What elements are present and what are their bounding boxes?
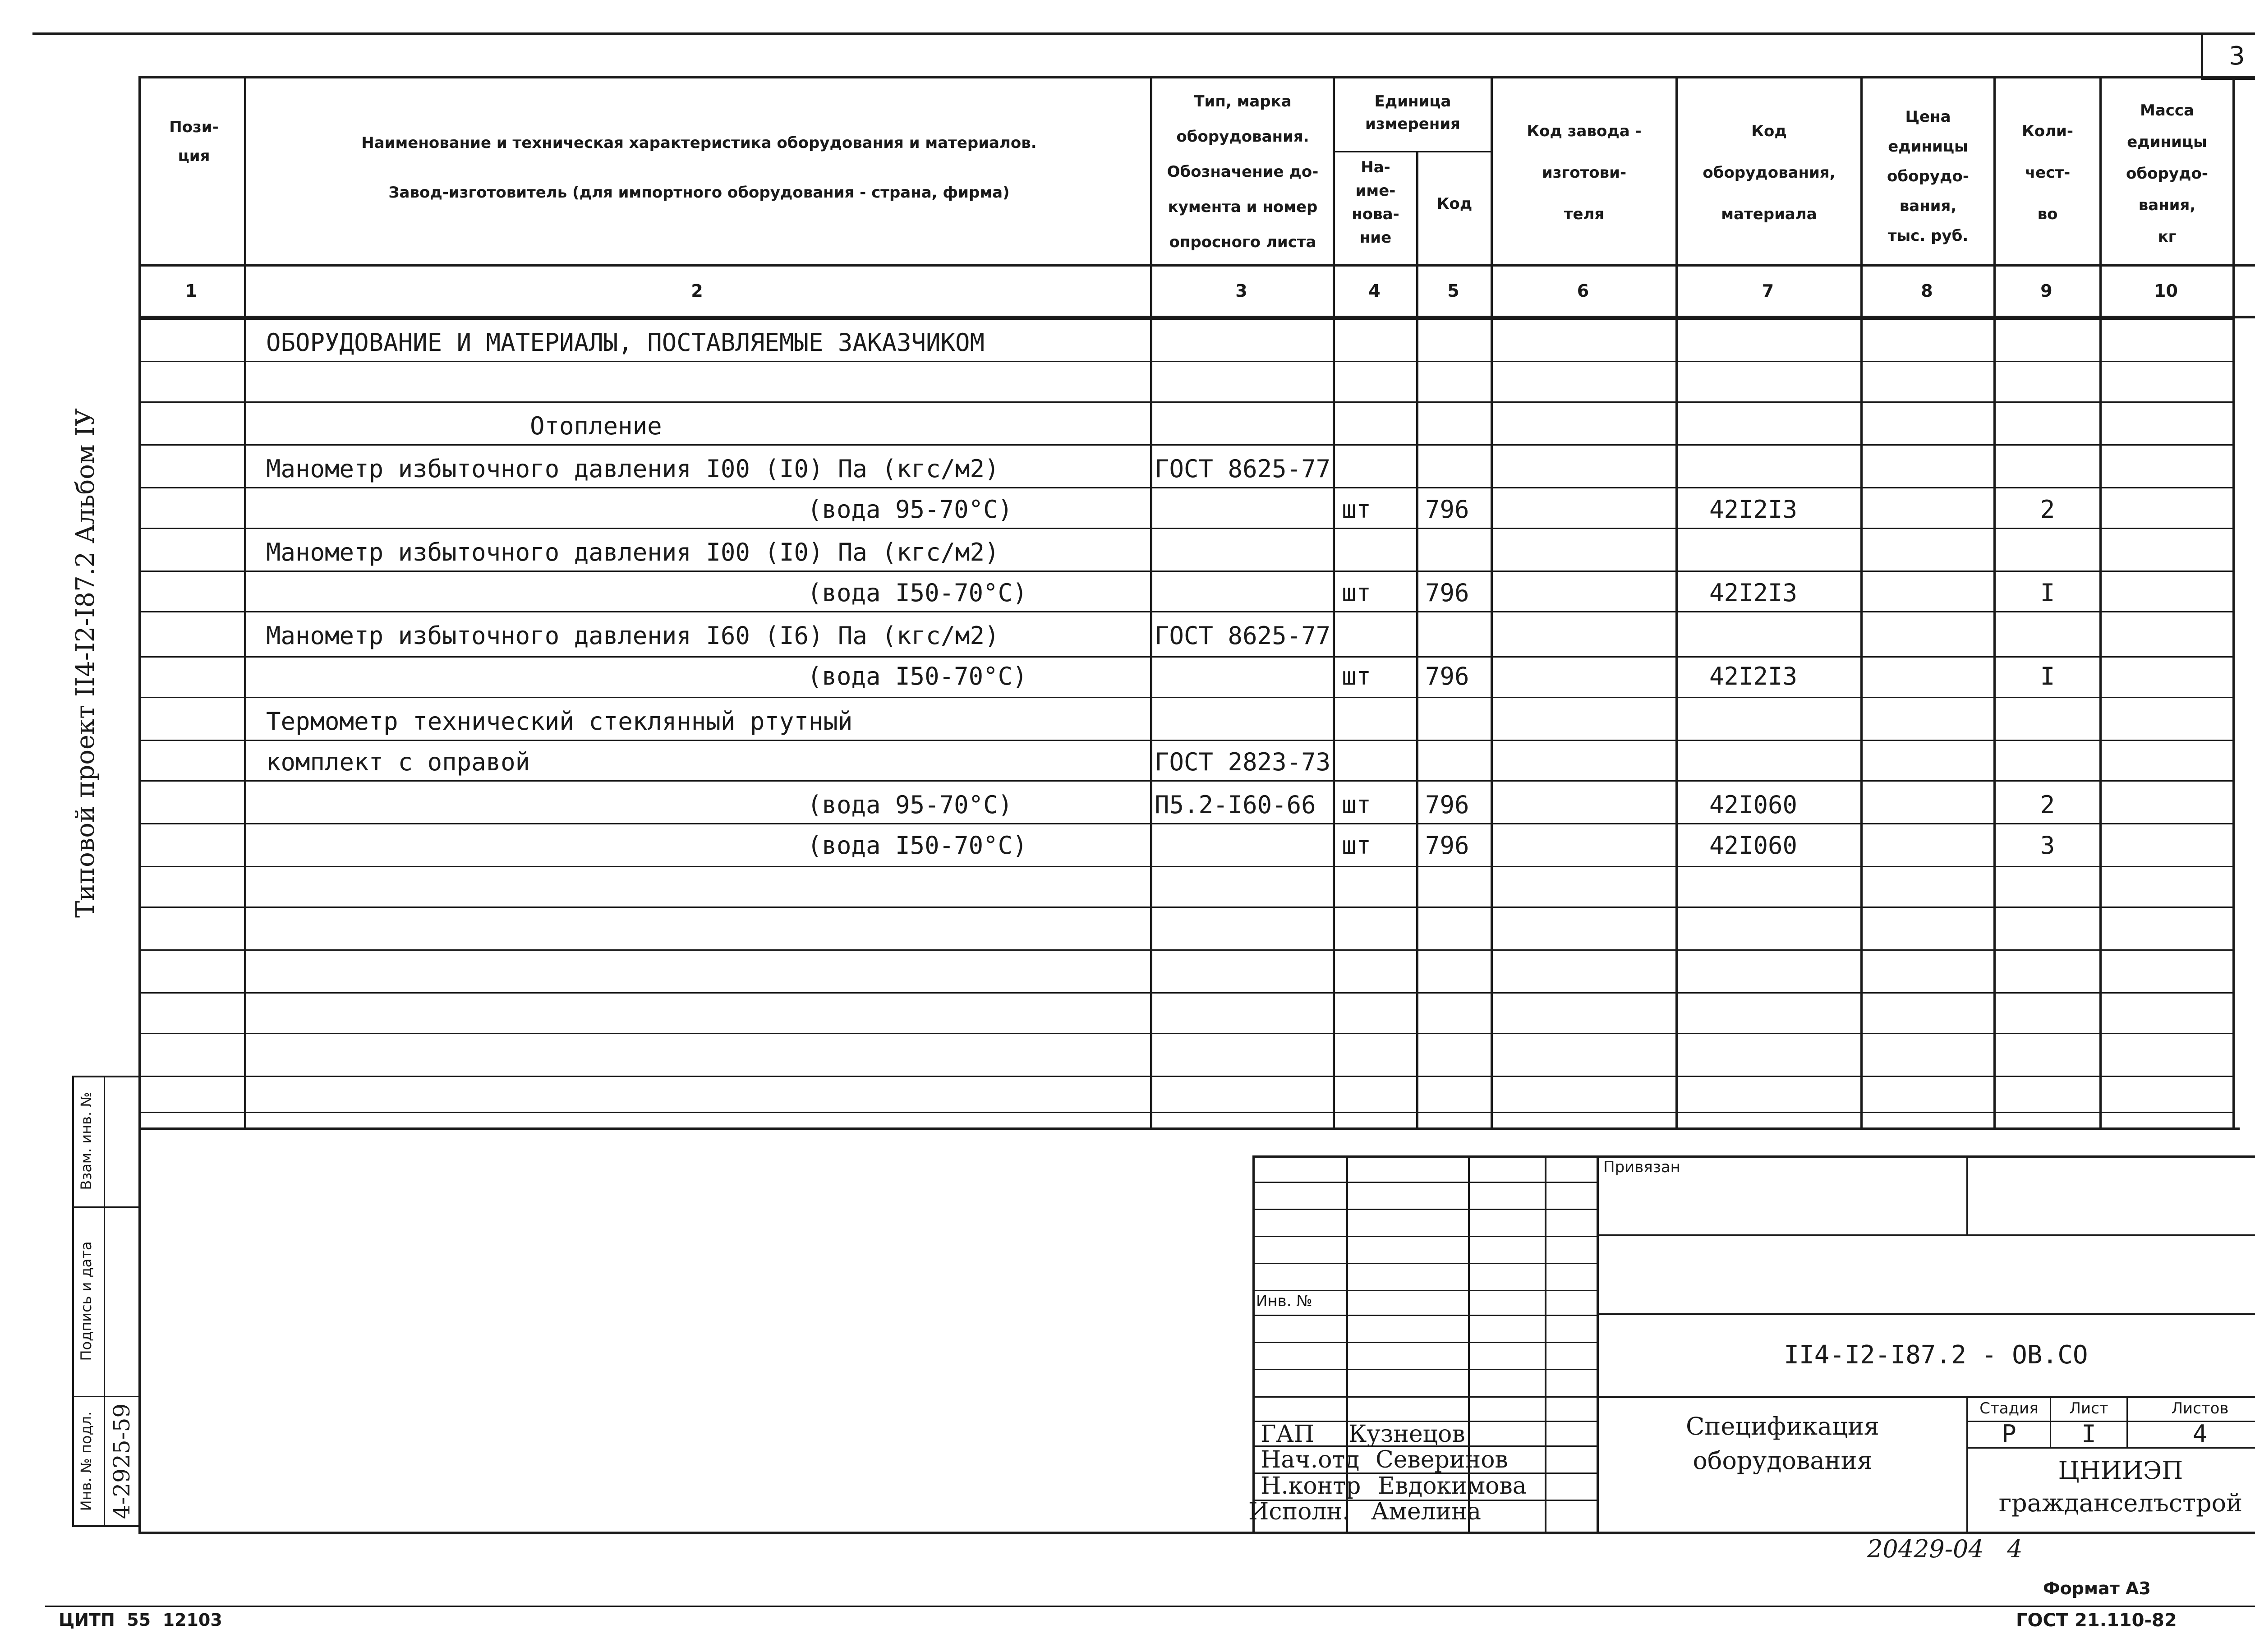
- item-unit: шт: [1342, 495, 1371, 524]
- sheets-label: Листов: [2171, 1399, 2229, 1417]
- item-name: (вода 95-70°С): [807, 495, 1013, 524]
- format-label: Формат А3: [2043, 1578, 2151, 1598]
- signature-role: ГАП: [1261, 1421, 1315, 1448]
- header-name-line1: Наименование и техническая характеристика оборудования и материалов.: [361, 134, 1037, 152]
- frame-top: [32, 32, 2255, 35]
- item-quantity: 3: [2040, 831, 2055, 860]
- item-material-code: 42I2I3: [1709, 579, 1798, 607]
- item-name: (вода I50-70°С): [807, 579, 1027, 607]
- item-material-code: 42I060: [1709, 831, 1798, 860]
- item-unit: шт: [1342, 579, 1371, 607]
- stage-label: Стадия: [1979, 1399, 2039, 1417]
- item-unit-code: 796: [1425, 791, 1469, 819]
- stamp-vzam: Взам. инв. №: [78, 1092, 95, 1190]
- item-unit-code: 796: [1425, 831, 1469, 860]
- header-quantity: Коли- чест- во: [2022, 122, 2073, 223]
- column-number: 5: [1447, 281, 1459, 301]
- item-type: П5.2-I60-66: [1155, 791, 1316, 819]
- column-number: 3: [1235, 281, 1247, 301]
- header-price: Цена единицы оборудо- вания, тыс. руб.: [1887, 108, 1969, 245]
- column-number: 7: [1762, 281, 1774, 301]
- item-name: Манометр избыточного давления I00 (I0) Па (кгс/м2): [266, 538, 999, 566]
- column-number: 2: [691, 281, 703, 301]
- header-name-line2: Завод-изготовитель (для импортного оборудования - страна, фирма): [388, 184, 1010, 202]
- item-unit: шт: [1342, 831, 1371, 860]
- header-unit: Единица измерения: [1365, 92, 1460, 133]
- printer-label: ЦИТП 55 12103: [59, 1610, 222, 1630]
- item-type: ГОСТ 8625-77: [1155, 621, 1331, 650]
- item-material-code: 42I060: [1709, 791, 1798, 819]
- item-quantity: 2: [2040, 791, 2055, 819]
- item-quantity: I: [2040, 662, 2055, 690]
- column-number: 10: [2154, 281, 2178, 301]
- item-unit-code: 796: [1425, 495, 1469, 524]
- item-unit: шт: [1342, 662, 1371, 690]
- column-number: 1: [185, 281, 198, 301]
- signature-role: Нач.отд: [1261, 1446, 1360, 1473]
- signature-name: Амелина: [1371, 1498, 1481, 1525]
- header-unit-code: Код: [1436, 195, 1473, 213]
- item-name: Отопление: [530, 412, 662, 440]
- column-number: 6: [1577, 281, 1589, 301]
- item-unit-code: 796: [1425, 579, 1469, 607]
- header-factory-code: Код завода - изготови- теля: [1527, 122, 1642, 223]
- item-type: ГОСТ 2823-73: [1155, 748, 1331, 776]
- gost-label: ГОСТ 21.110-82: [2016, 1610, 2177, 1631]
- signature-name: Кузнецов: [1348, 1421, 1465, 1448]
- header-material-code: Код оборудования, материала: [1703, 122, 1836, 223]
- signature-name: Северинов: [1376, 1446, 1508, 1473]
- item-type: ГОСТ 8625-77: [1155, 455, 1331, 483]
- item-name: ОБОРУДОВАНИЕ И МАТЕРИАЛЫ, ПОСТАВЛЯЕМЫЕ ЗАКАЗЧИКОМ: [266, 328, 985, 357]
- stamp-inv-value: 4-2925-59: [109, 1403, 135, 1519]
- column-number: 8: [1921, 281, 1933, 301]
- vertical-title: Типовой проект II4-I2-I87.2 Альбом IУ: [71, 408, 100, 918]
- item-quantity: 2: [2040, 495, 2055, 524]
- item-name: Термометр технический стеклянный ртутный: [266, 707, 853, 736]
- signature-name: Евдокимова: [1378, 1473, 1527, 1500]
- item-unit: шт: [1342, 791, 1371, 819]
- document-title: Спецификация оборудования: [1686, 1412, 1879, 1475]
- header-mass: Масса единицы оборудо- вания, кг: [2126, 101, 2208, 246]
- item-name: (вода I50-70°С): [807, 831, 1027, 860]
- sheets-value: 4: [2192, 1420, 2208, 1448]
- item-name: Манометр избыточного давления I60 (I6) Па (кгс/м2): [266, 621, 999, 650]
- item-name: Манометр избыточного давления I00 (I0) Па (кгс/м2): [266, 455, 999, 483]
- signature-role: Исполн.: [1248, 1498, 1350, 1525]
- sheet-label: Лист: [2069, 1399, 2108, 1417]
- column-number: 4: [1368, 281, 1381, 301]
- sheet-value: I: [2081, 1420, 2096, 1448]
- item-unit-code: 796: [1425, 662, 1469, 690]
- stage-value: Р: [2002, 1420, 2016, 1448]
- stamp-podpis: Подпись и дата: [78, 1241, 95, 1361]
- item-name: (вода 95-70°С): [807, 791, 1013, 819]
- item-name: (вода I50-70°С): [807, 662, 1027, 690]
- item-name: комплект с оправой: [266, 748, 530, 776]
- stamp-inv: Инв. № подл.: [78, 1411, 95, 1511]
- organization: ЦНИИЭП гражданселъстрой: [1998, 1456, 2243, 1517]
- item-material-code: 42I2I3: [1709, 495, 1798, 524]
- item-quantity: I: [2040, 579, 2055, 607]
- inv-no-label: Инв. №: [1256, 1292, 1312, 1310]
- signature-role: Н.контр: [1261, 1473, 1361, 1500]
- sheet-number: 3: [2229, 41, 2245, 71]
- item-material-code: 42I2I3: [1709, 662, 1798, 690]
- header-type: Тип, марка оборудования. Обозначение до- кумента и номер опросного листа: [1167, 92, 1319, 251]
- header-unit-name: На- име- нова- ние: [1352, 158, 1399, 247]
- handwritten-number: 20429-04 4: [1867, 1535, 2023, 1563]
- privyazan-label: Привязан: [1603, 1158, 1680, 1176]
- document-designation: II4-I2-I87.2 - ОВ.СО: [1784, 1340, 2088, 1370]
- column-number: 9: [2040, 281, 2053, 301]
- header-position: Пози- ция: [169, 118, 219, 165]
